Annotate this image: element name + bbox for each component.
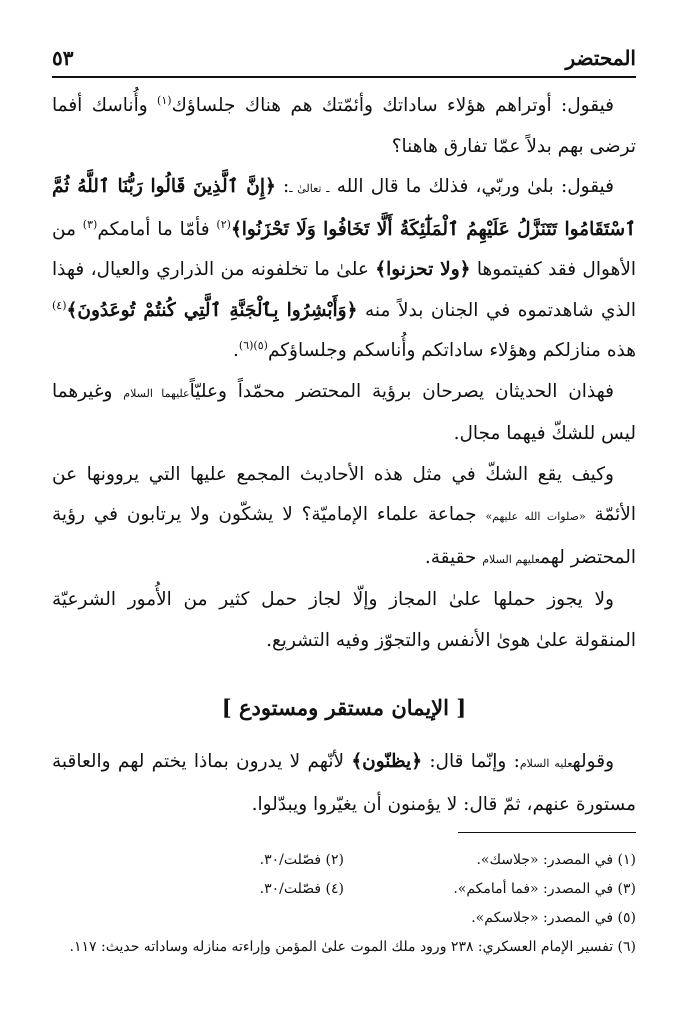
page-header <box>52 40 636 74</box>
text-run: علىٰ ما تخلفونه من الذراري والعيال، فهذا الذي شاهدتموه في الجنان بدلاً منه <box>52 259 636 321</box>
header-rule <box>52 76 636 78</box>
footnote-row <box>52 846 636 875</box>
footnote: (٣) في المصدر: «فما أمامكم». <box>453 881 636 897</box>
footnote-ref: (٥)(٦) <box>238 338 268 352</box>
footnote: (٥) في المصدر: «جلاسكم». <box>471 910 636 926</box>
footnote: (٢) فصّلت/٣٠. <box>259 852 344 868</box>
section-title: [ الإيمان مستقر ومستودع ] <box>221 695 467 720</box>
honorific: ـ تعالىٰ ـ <box>289 182 330 195</box>
footnote-row <box>52 875 636 904</box>
running-head: المحتضر <box>565 46 636 70</box>
footnote-ref: (٣) <box>82 217 98 231</box>
text-run: فيقول: بلىٰ وربّي، فذلك ما قال الله <box>329 176 614 197</box>
paragraph <box>52 455 636 581</box>
page-number: ٥٣ <box>52 46 74 70</box>
footnote-ref: (١) <box>157 93 172 107</box>
honorific: عليهم السلام <box>482 552 540 566</box>
text-run: جماعة علماء الإماميّة؟ لا يشكّون ولا يرتابون في رؤية المحتضر لهم <box>52 504 636 568</box>
text-run: : وإنّما قال: <box>422 751 520 772</box>
paragraph <box>52 167 636 372</box>
footnotes <box>52 846 636 962</box>
text-run: . <box>233 340 239 361</box>
footnote: (٤) فصّلت/٣٠. <box>259 881 344 897</box>
text-run: وكيف يقع الشكّ في مثل هذه الأحاديث المجمع عليها التي يروونها عن الأئمّة <box>52 463 636 525</box>
text-run: حقيقة. <box>424 546 483 568</box>
text-run: : <box>275 176 290 197</box>
quran-quote: ﴿يظنّون﴾ <box>351 751 423 772</box>
body-text <box>52 86 636 825</box>
text-run: من الأهوال فقد كفيتموها <box>52 218 637 280</box>
text-run: فأمّا ما أمامكم <box>97 218 217 240</box>
text-run: وأُناسك أفما ترضى بهم بدلاً عمّا تفارق هاهنا؟ <box>52 95 636 157</box>
text-run: فهذان الحديثان يصرحان برؤية المحتضر محمّداً وعليّاً <box>189 380 614 402</box>
footnote: (١) في المصدر: «جلاسك». <box>476 852 636 868</box>
quran-quote: ﴿إِنَّ ٱلَّذِينَ قَالُوا رَبُّنَا ٱللَّهُ ثُمَّ ٱسْتَقَامُوا تَتَنَزَّلُ عَلَيْهِمُ ٱلْمَلَٰٓئِكَةُ أَلَّا تَخَافُوا وَلَا تَحْزَنُوا﴾ <box>52 176 636 240</box>
footnote-rule <box>458 832 636 833</box>
paragraph <box>52 580 636 661</box>
quran-quote: ﴿وَأَبْشِرُوا بِٱلْجَنَّةِ ٱلَّتِي كُنتُمْ تُوعَدُونَ﴾ <box>66 299 358 321</box>
honorific: عليهما السلام <box>123 386 190 400</box>
honorific: عليه السلام <box>519 757 573 770</box>
text-run: وغيرهما ليس للشكّ فيهما مجال. <box>52 380 636 444</box>
text-run: هذه منازلكم وهؤلاء ساداتكم وأُناسكم وجلساؤكم <box>267 340 636 361</box>
paragraph <box>52 372 636 455</box>
footnote-ref: (٤) <box>52 298 67 312</box>
quran-quote: ﴿ولا تحزنوا﴾ <box>375 259 471 280</box>
footnote-row <box>52 904 636 933</box>
text-run: لأنّهم لا يدرون بماذا يختم لهم والعاقبة مستورة عنهم، ثمّ قال: لا يؤمنون أن يغيّروا ويبدّلوا. <box>52 751 636 815</box>
text-run: فيقول: أوتراهم هؤلاء ساداتك وأئمّتك هم هناك جلساؤك <box>171 95 615 116</box>
footnote-ref: (٢) <box>216 217 231 231</box>
footnote-row <box>52 933 636 962</box>
footnote: (٦) تفسير الإمام العسكري: ٢٣٨ ورود ملك الموت علىٰ المؤمن وإراءته منازله وساداته حديث: ١١٧. <box>69 939 636 955</box>
text-run: وقوله <box>572 751 614 772</box>
paragraph <box>52 742 636 825</box>
honorific: «صلوات الله عليهم» <box>485 510 586 523</box>
paragraph <box>52 86 636 167</box>
text-run: ولا يجوز حملها علىٰ المجاز وإلّا لجاز حمل كثير من الأُمور الشرعيّة المنقولة علىٰ هوىٰ الأنفس والتجوّز وفيه التشريع. <box>52 589 636 651</box>
